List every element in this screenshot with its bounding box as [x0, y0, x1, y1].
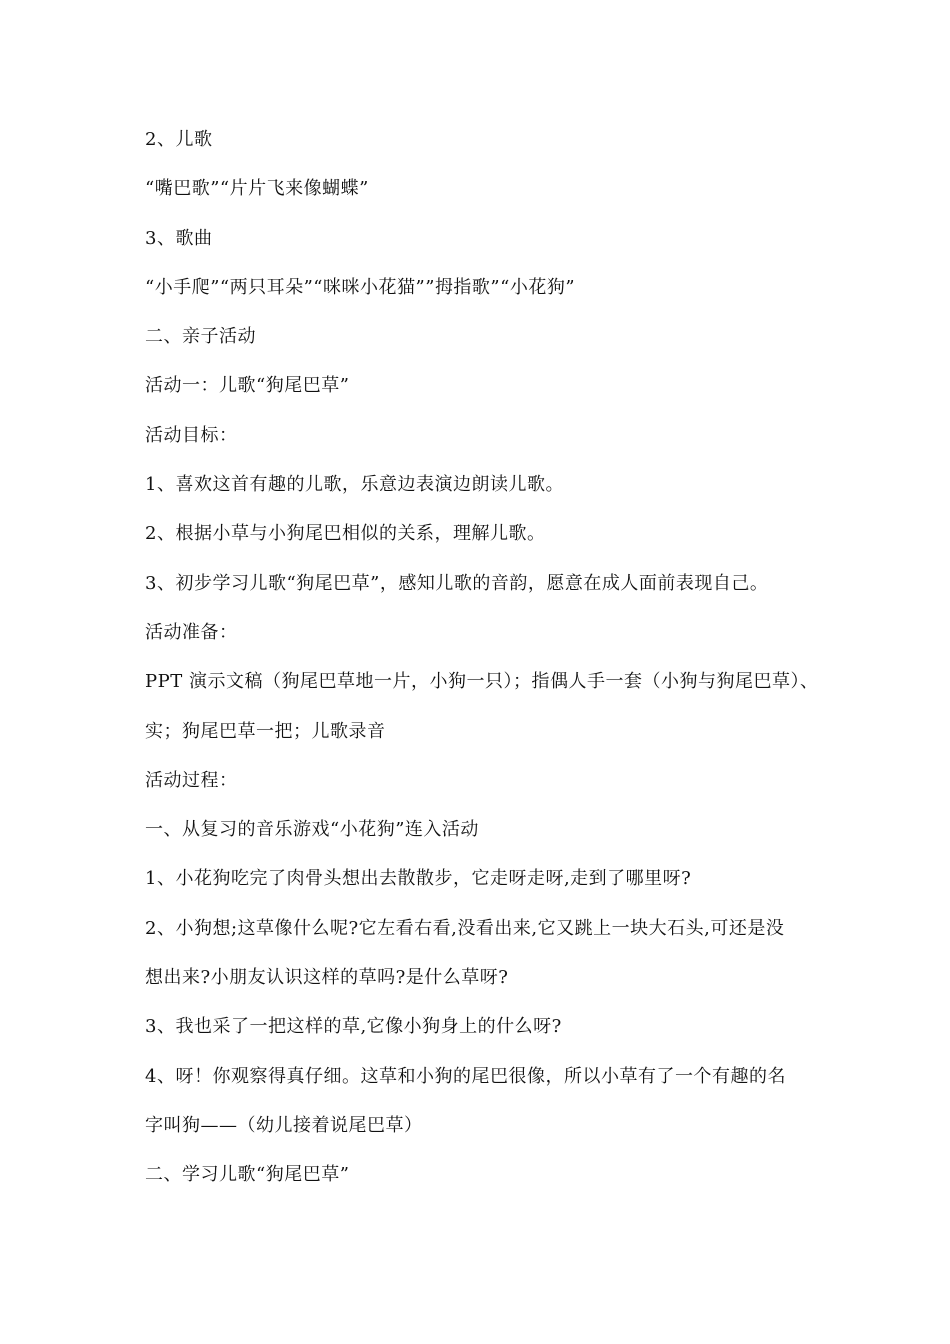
- activity-preparation-heading: 活动准备：: [145, 621, 238, 643]
- section-heading-songs: 3、歌曲: [145, 227, 213, 249]
- text-line: 1、喜欢这首有趣的儿歌，乐意边表演边朗读儿歌。: [145, 474, 564, 496]
- document-body: [145, 124, 819, 1209]
- text-line: “嘴巴歌”“片片飞来像蝴蝶”: [145, 178, 369, 200]
- text-line: 二、学习儿歌“狗尾巴草”: [145, 1164, 350, 1186]
- text-line: “小手爬”“两只耳朵”“咪咪小花猫””拇指歌”“小花狗”: [145, 276, 576, 298]
- text-line: 想出来?小朋友认识这样的草吗?是什么草呀?: [145, 967, 509, 989]
- activity-title: 活动一：儿歌“狗尾巴草”: [145, 375, 350, 397]
- text-line: 3、我也采了一把这样的草,它像小狗身上的什么呀?: [145, 1016, 562, 1038]
- activity-process-heading: 活动过程：: [145, 769, 238, 791]
- section-heading-nursery-rhyme: 2、儿歌: [145, 129, 213, 150]
- text-line: 3、初步学习儿歌“狗尾巴草”，感知儿歌的音韵，愿意在成人面前表现自己。: [145, 572, 769, 594]
- text-line: 字叫狗——（幼儿接着说尾巴草）: [145, 1114, 423, 1136]
- text-line: 2、根据小草与小狗尾巴相似的关系，理解儿歌。: [145, 523, 546, 545]
- text-line: 一、从复习的音乐游戏“小花狗”连入活动: [145, 819, 479, 841]
- activity-goals-heading: 活动目标：: [145, 424, 238, 446]
- text-line: 实；狗尾巴草一把；儿歌录音: [145, 720, 386, 742]
- text-line: 1、小花狗吃完了肉骨头想出去散散步，它走呀走呀,走到了哪里呀?: [145, 868, 692, 890]
- text-line: PPT 演示文稿（狗尾巴草地一片，小狗一只）；指偶人手一套（小狗与狗尾巴草）、: [145, 671, 819, 693]
- text-line: 2、小狗想;这草像什么呢?它左看右看,没看出来,它又跳上一块大石头,可还是没: [145, 917, 785, 939]
- text-line: 4、呀！你观察得真仔细。这草和小狗的尾巴很像，所以小草有了一个有趣的名: [145, 1065, 786, 1087]
- section-heading-parent-child-activity: 二、亲子活动: [145, 326, 256, 348]
